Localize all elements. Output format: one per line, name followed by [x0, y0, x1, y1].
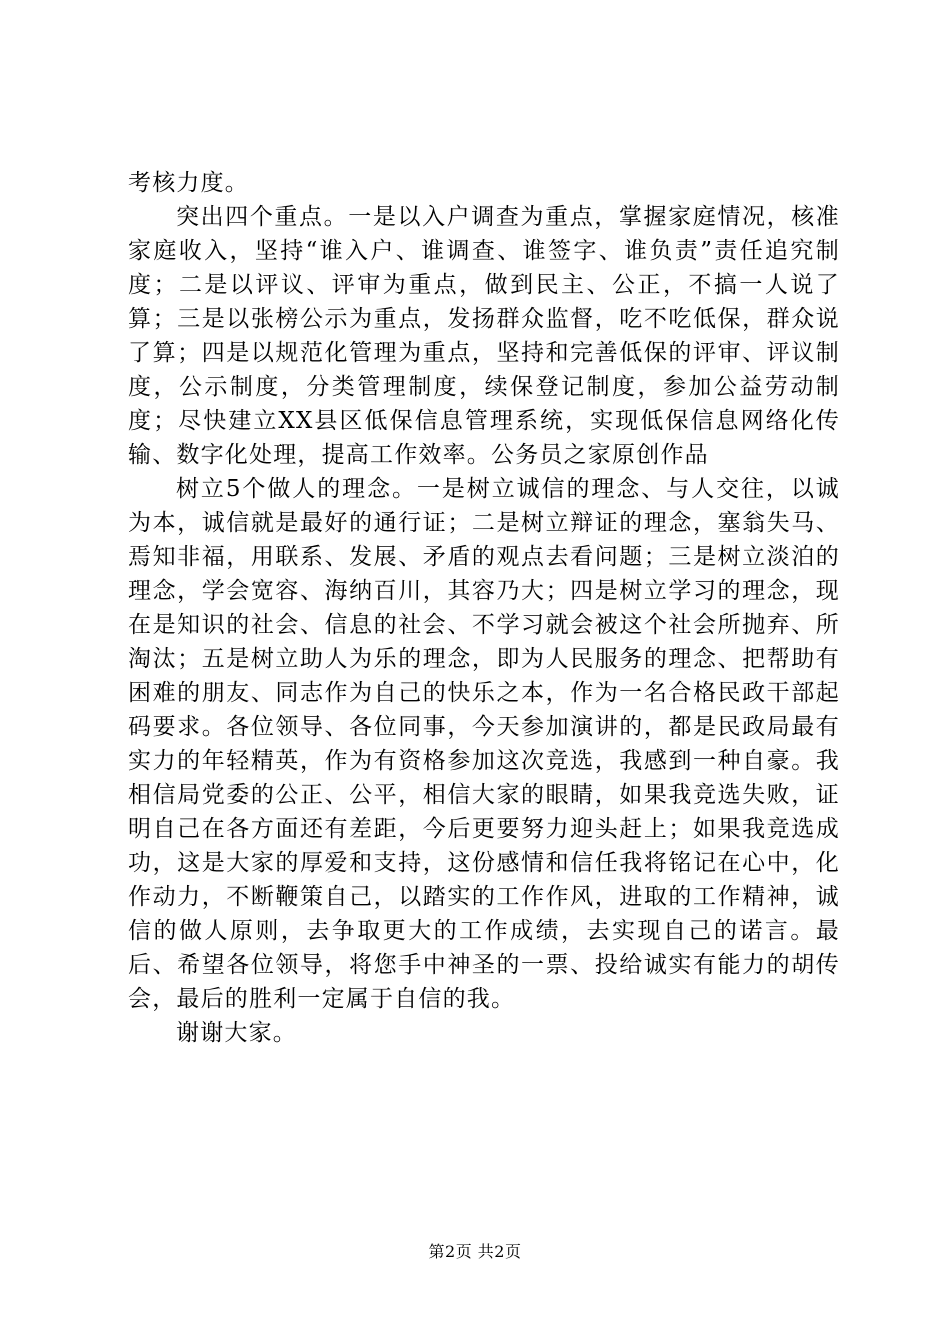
page-footer — [0, 1242, 950, 1262]
document-body — [128, 166, 840, 1050]
paragraph-3: 树立5个做人的理念。一是树立诚信的理念、与人交往，以诚为本，诚信就是最好的通行证；二是树立辩证的理念，塞翁失马、焉知非福，用联系、发展、矛盾的观点去看问题；三是树立淡泊的理念，学会宽容、海纳百川，其容乃大；四是树立学习的理念，现在是知识的社会、信息的社会、不学习就会被这个社会所抛弃、所淘汰；五是树立助人为乐的理念，即为人民服务的理念、把帮助有困难的朋友、同志作为自己的快乐之本，作为一名合格民政干部起码要求。各位领导、各位同事，今天参加演讲的，都是民政局最有实力的年轻精英，作为有资格参加这次竞选，我感到一种自豪。我相信局党委的公正、公平，相信大家的眼睛，如果我竞选失败，证明自己在各方面还有差距，今后更要努力迎头赶上；如果我竞选成功，这是大家的厚爱和支持，这份感情和信任我将铭记在心中，化作动力，不断鞭策自己，以踏实的工作作风，进取的工作精神，诚信的做人原则，去争取更大的工作成绩，去实现自己的诺言。最后、希望各位领导，将您手中神圣的一票、投给诚实有能力的胡传会，最后的胜利一定属于自信的我。 — [128, 476, 840, 1012]
paragraph-2: 突出四个重点。一是以入户调查为重点，掌握家庭情况，核准家庭收入，坚持“谁入户、谁调查、谁签字、谁负责”责任追究制度；二是以评议、评审为重点，做到民主、公正，不搞一人说了算；三是以张榜公示为重点，发扬群众监督，吃不吃低保，群众说了算；四是以规范化管理为重点，坚持和完善低保的评审、评议制度，公示制度，分类管理制度，续保登记制度，参加公益劳动制度；尽快建立XX县区低保信息管理系统，实现低保信息网络化传输、数字化处理，提高工作效率。公务员之家原创作品 — [128, 204, 840, 468]
page-number-label: 第2页 共2页 — [428, 1242, 522, 1261]
paragraph-4: 谢谢大家。 — [176, 1020, 297, 1046]
paragraph-1: 考核力度。 — [128, 170, 249, 196]
